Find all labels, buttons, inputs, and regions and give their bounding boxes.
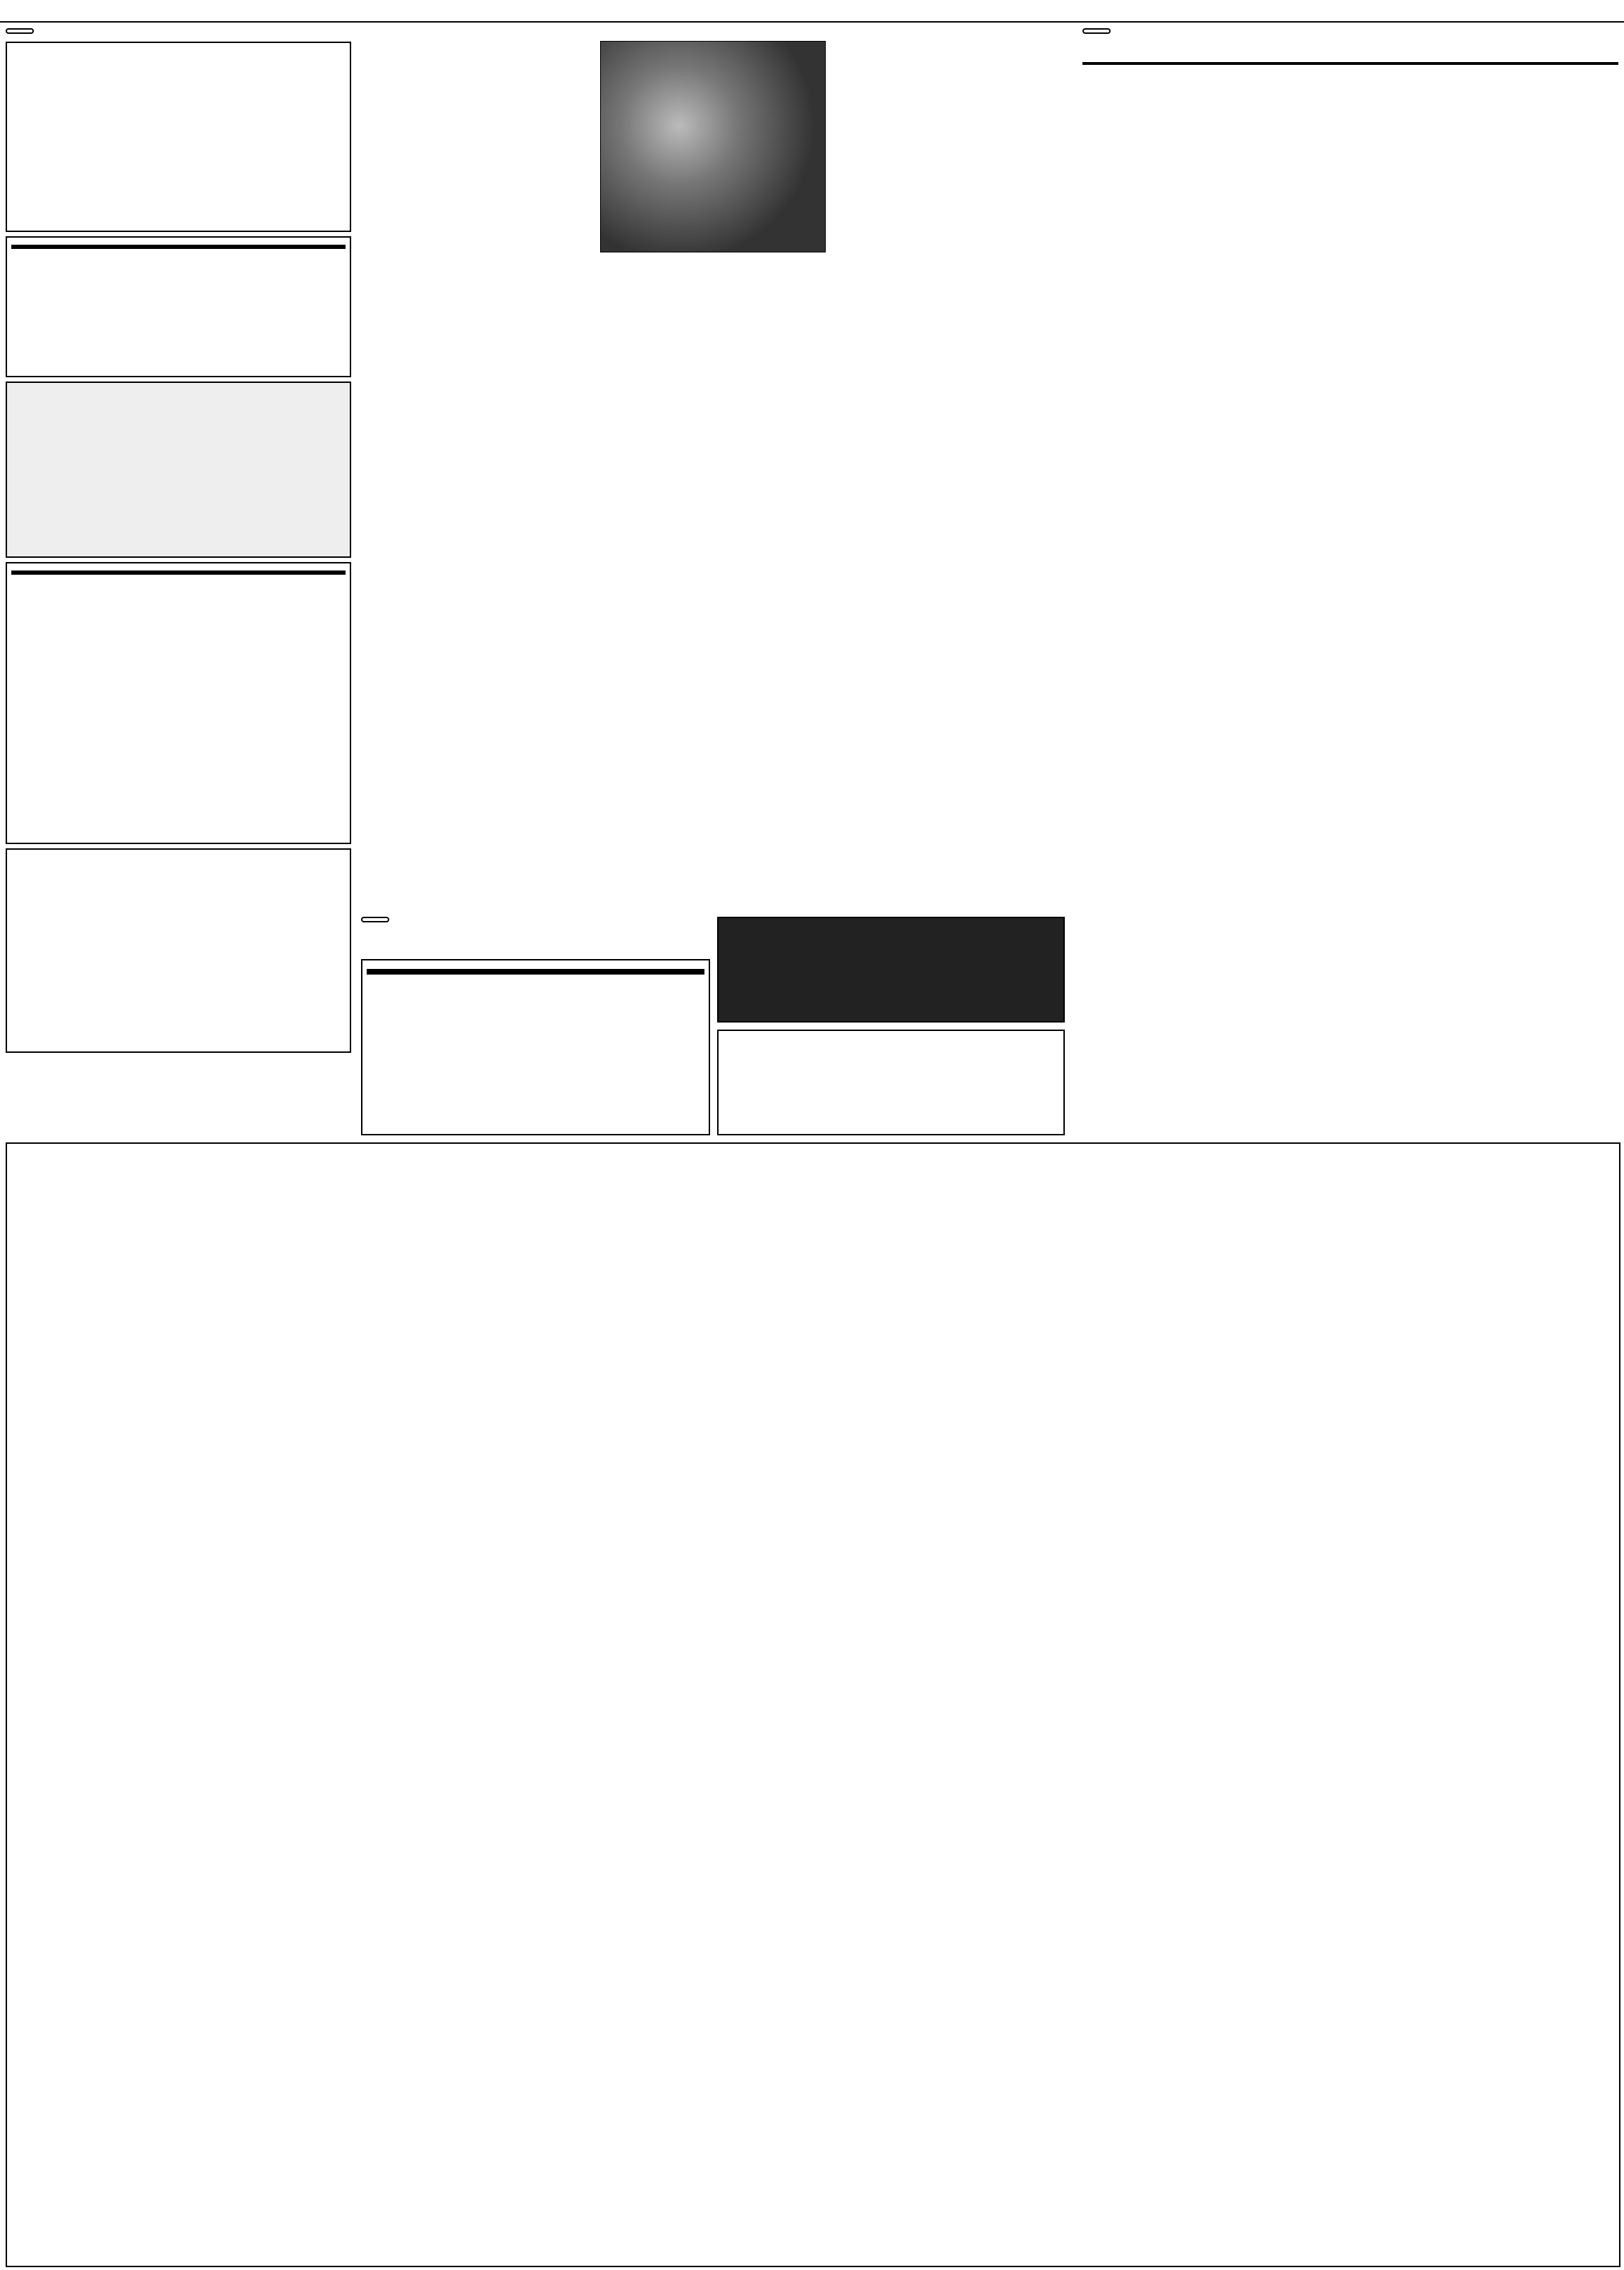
- article-henomeles: [361, 28, 1065, 910]
- service-ads: [361, 917, 1065, 1137]
- ad-sklad: [6, 848, 351, 1053]
- horoscope-label: [1082, 28, 1111, 34]
- section-uslugi: [361, 917, 389, 922]
- ad-title: [11, 570, 346, 575]
- horoscope-dates: [1082, 62, 1618, 65]
- page-header: [0, 0, 1624, 23]
- tv-program: [6, 1142, 1620, 2267]
- ad-title: [11, 245, 346, 249]
- ad-bloki: [6, 42, 351, 232]
- ad-stroitelnye-uslugi: [6, 236, 351, 377]
- left-ads-column: [6, 28, 351, 1057]
- horoscope: [1082, 28, 1618, 1157]
- section-stroyka: [6, 28, 34, 34]
- ad-extra: [367, 969, 704, 975]
- ad-holodilniki: [717, 1030, 1065, 1135]
- ad-domovik: [6, 562, 351, 844]
- ad-peretyazhka: [717, 917, 1065, 1023]
- quince-photo: [600, 41, 826, 252]
- ad-rem-byt-tehnika: [361, 959, 710, 1135]
- ad-dveri-kuhni: [6, 382, 351, 558]
